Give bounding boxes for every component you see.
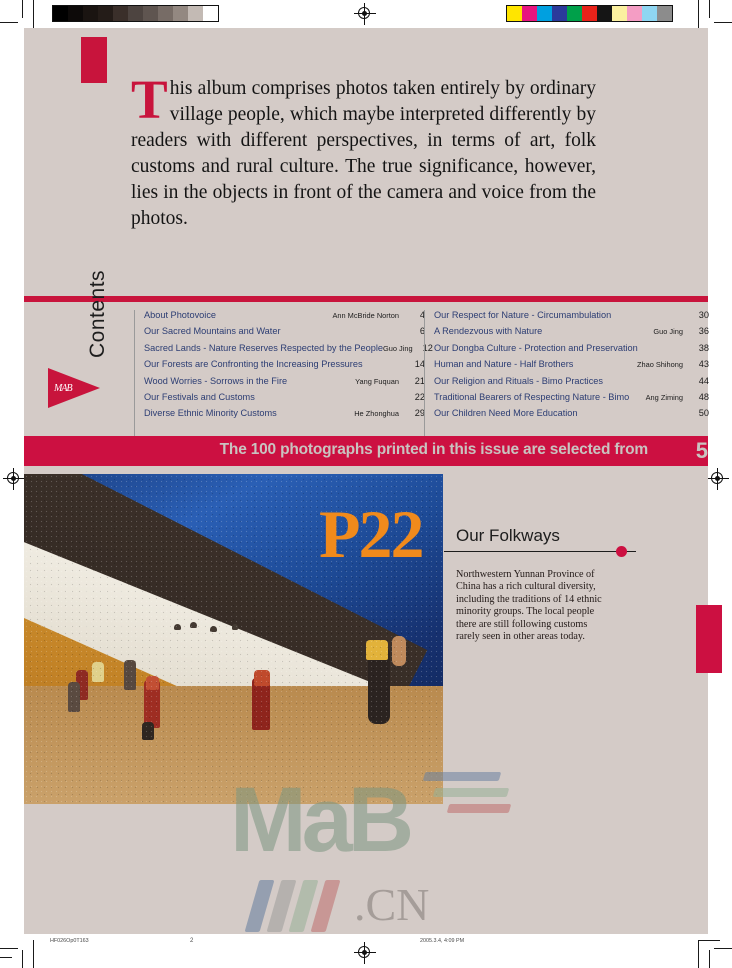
watermark-stripes-top [420, 768, 516, 828]
feature-photograph [24, 474, 443, 804]
watermark-mab-text: MaB [230, 769, 410, 871]
toc-entry-author: Guo Jing [383, 343, 413, 353]
toc-entry[interactable] [425, 392, 709, 408]
toc-entry[interactable] [135, 326, 425, 342]
grayscale-swatch [113, 6, 128, 21]
crop-mark-tr-v [709, 0, 710, 18]
toc-entry-title: Human and Nature - Half Brothers [434, 359, 574, 370]
feature-rule-end-dot [616, 546, 627, 557]
toc-entry[interactable] [422, 342, 709, 359]
grayscale-calibration-bar [52, 5, 219, 22]
color-swatch [627, 6, 642, 21]
mab-logo-icon: MAB [54, 383, 72, 394]
toc-entry-author: Ang Ziming [645, 392, 683, 402]
banner-text: The 100 photographs printed in this issue are selected from [219, 441, 648, 458]
crop-mark-br-h [714, 948, 732, 949]
toc-entry-author: Ann McBride Norton [332, 311, 399, 320]
toc-entry-page: 30 [698, 310, 709, 320]
footer-filename: HF026Op0T163 [50, 938, 89, 944]
color-swatch [612, 6, 627, 21]
crop-mark-tl2-v [33, 0, 34, 28]
toc-entry-title: Wood Worries - Sorrows in the Fire [144, 375, 288, 386]
registration-mark-left [3, 468, 25, 490]
toc-entry-title: Our Religion and Rituals - Bimo Practices [434, 375, 604, 386]
crop-mark-bl-v [22, 950, 23, 968]
toc-entry-title: About Photovoice [144, 310, 217, 320]
toc-entry[interactable] [135, 408, 425, 424]
grayscale-swatch [68, 6, 83, 21]
toc-entry[interactable] [135, 392, 425, 408]
toc-entry-page: 12 [422, 342, 433, 353]
footer-page-number: 2 [190, 938, 194, 944]
toc-entry-page: 43 [698, 359, 709, 370]
toc-entry-title: Our Children Need More Education [434, 408, 578, 419]
toc-entry-page: 6 [419, 326, 425, 337]
crop-mark-tl-v [22, 0, 23, 18]
print-footer [24, 938, 708, 952]
color-swatch [567, 6, 582, 21]
watermark-stripe-green [433, 788, 510, 797]
page-marker-p22: P22 [319, 496, 423, 572]
toc-entry-page: 48 [698, 391, 709, 402]
crop-mark-tr2-v [698, 0, 699, 28]
color-swatch [642, 6, 657, 21]
toc-entry-page: 29 [414, 408, 425, 419]
crop-mark-tr-h [714, 22, 732, 23]
toc-entry-page: 21 [414, 375, 425, 386]
color-calibration-bar [506, 5, 673, 22]
intro-paragraph [131, 69, 596, 232]
grayscale-swatch [128, 6, 143, 21]
color-swatch [657, 6, 672, 21]
toc-entry-title: Diverse Ethnic Minority Customs [144, 408, 277, 419]
intro-body-text: his album comprises photos taken entirely by ordinary village people, which maybe interpreted differently by readers with different perspectives, in terms of art, folk customs and rural culture. The true significance, however, lies in the objects in front of the camera and voice from the photos. [131, 78, 596, 229]
color-swatch [552, 6, 567, 21]
toc-entry-author: Yang Fuquan [355, 376, 399, 386]
toc-entry-title: Our Dongba Culture - Protection and Preservation [434, 342, 638, 353]
intro-drop-cap: T [131, 69, 168, 130]
watermark-stripe-blue [423, 772, 502, 781]
toc-entry[interactable] [425, 408, 709, 424]
magazine-page-artboard [24, 28, 708, 934]
toc-entry[interactable] [425, 359, 709, 375]
footer-timestamp: 2005.3.4, 4:09 PM [420, 938, 465, 944]
feature-description: Northwestern Yunnan Province of China has a rich cultural diversity, including the traditions of 14 ethnic minority groups. The local people there are still following customs rarely seen in other areas today. [456, 569, 602, 643]
grayscale-swatch [158, 6, 173, 21]
issue-banner [24, 436, 708, 466]
toc-entry-page: 4 [419, 310, 425, 320]
feature-title: Our Folkways [456, 526, 560, 545]
banner-page-number: 5 [695, 438, 708, 463]
grayscale-swatch [53, 6, 68, 21]
right-edge-red-tab [696, 605, 722, 673]
color-swatch [522, 6, 537, 21]
toc-entry-page: 44 [698, 375, 709, 386]
toc-entry[interactable] [425, 376, 709, 392]
toc-entry-title: Sacred Lands - Nature Reserves Respected by the People [144, 342, 384, 353]
toc-entry-page: 14 [414, 359, 425, 370]
grayscale-swatch [143, 6, 158, 21]
toc-entry-title: Traditional Bearers of Respecting Nature - Bimo [434, 391, 630, 402]
toc-entry-title: Our Forests are Confronting the Increasing Pressures [144, 359, 363, 370]
grayscale-swatch [203, 6, 218, 21]
toc-entry-author: Guo Jing [653, 327, 683, 337]
toc-entry-page: 36 [698, 326, 709, 337]
grayscale-swatch [188, 6, 203, 21]
toc-entry[interactable] [135, 359, 425, 375]
toc-entry[interactable] [425, 310, 709, 326]
toc-entry-title: Our Sacred Mountains and Water [144, 326, 281, 337]
color-swatch [537, 6, 552, 21]
toc-entry[interactable] [135, 310, 425, 326]
feature-title-rule [444, 551, 636, 552]
watermark-stripe-red [447, 804, 512, 813]
toc-entry-title: Our Respect for Nature - Circumambulation [434, 310, 612, 320]
toc-entry-author: Zhao Shihong [636, 360, 683, 370]
grayscale-swatch [98, 6, 113, 21]
grayscale-swatch [83, 6, 98, 21]
top-red-accent-bar [81, 37, 107, 83]
crop-mark-bl-h [0, 948, 18, 949]
toc-entry-page: 22 [414, 391, 425, 402]
crop-mark-bl-h2 [0, 957, 12, 958]
toc-entry-title: Our Festivals and Customs [144, 391, 255, 402]
color-swatch [507, 6, 522, 21]
crop-mark-br-v [709, 950, 710, 968]
color-swatch [582, 6, 597, 21]
crop-mark-tl-h [0, 22, 18, 23]
contents-divider-rule [24, 296, 708, 302]
watermark-cn-text: .CN [354, 879, 430, 930]
toc-entry[interactable] [425, 326, 709, 342]
toc-entry[interactable] [135, 376, 425, 392]
watermark-stripes-bottom [248, 880, 398, 932]
registration-mark-right [707, 468, 729, 490]
grayscale-swatch [173, 6, 188, 21]
toc-entry-page: 50 [698, 408, 709, 419]
toc-entry-page: 38 [698, 342, 709, 353]
color-swatch [597, 6, 612, 21]
toc-entry-title: A Rendezvous with Nature [434, 326, 543, 337]
contents-section-label: Contents [86, 269, 109, 358]
toc-entry-author: He Zhonghua [354, 409, 399, 419]
registration-mark-top [354, 3, 376, 25]
toc-entry[interactable] [135, 342, 433, 359]
